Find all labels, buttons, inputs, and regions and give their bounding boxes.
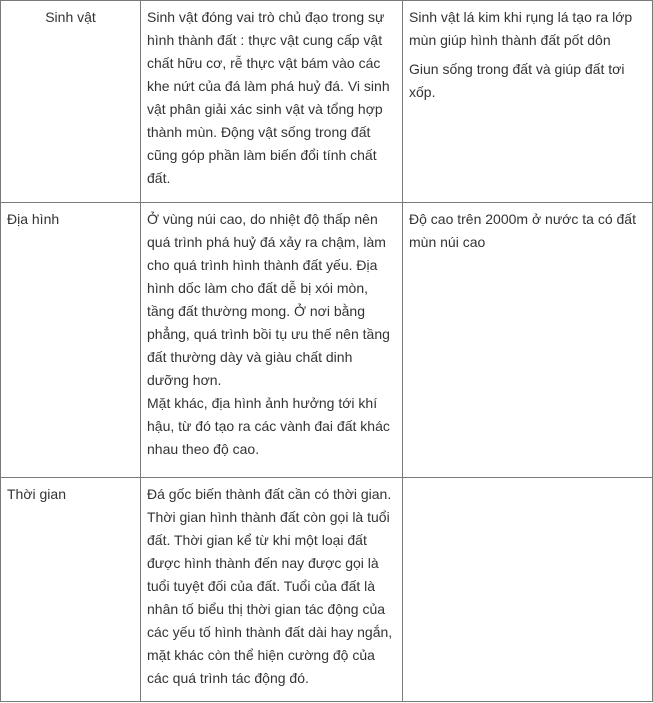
factor-example-cell	[403, 478, 653, 702]
role-paragraph: Sinh vật đóng vai trò chủ đạo trong sự hình thành đất : thực vật cung cấp vật chất hữu cơ, rễ thực vật bám vào các khe nứt của đá làm phá huỷ đá. Vi sinh vật phân giải xác sinh vật và tổng hợp thành mùn. Động vật sống trong đất cũng góp phần làm biến đổi tính chất đất.	[147, 9, 390, 186]
factor-example-cell	[403, 203, 653, 478]
factor-role-cell	[141, 203, 403, 478]
factor-name: Sinh vật	[45, 9, 96, 25]
role-paragraph: Đá gốc biến thành đất cần có thời gian. Thời gian hình thành đất còn gọi là tuổi đất. Thời gian kể từ khi một loại đất được hình thành đến nay được gọi là tuổi tuyệt đối của đất. Tuổi của đất là nhân tố biểu thị thời gian tác động của các yếu tố hình thành đất dài hay ngắn, mặt khác còn thể hiện cường độ của các quá trình tác động đó.	[147, 486, 393, 686]
table-row	[1, 1, 653, 203]
factor-name-cell	[1, 1, 141, 203]
factor-name: Địa hình	[7, 211, 60, 227]
factor-example-cell	[403, 1, 653, 203]
role-paragraph: Ở vùng núi cao, do nhiệt độ thấp nên quá trình phá huỷ đá xảy ra chậm, làm cho quá trình hình thành đất yếu. Địa hình dốc làm cho đất dễ bị xói mòn, tầng đất thường mong. Ở nơi bằng phẳng, quá trình bồi tụ ưu thế nên tầng đất thường dày và giàu chất dinh dưỡng hơn.	[147, 211, 390, 388]
factor-name-cell	[1, 203, 141, 478]
table-row	[1, 203, 653, 478]
table-row	[1, 478, 653, 702]
factor-name: Thời gian	[7, 486, 66, 502]
example-paragraph: Giun sống trong đất và giúp đất tơi xốp.	[409, 61, 625, 100]
factor-name-cell	[1, 478, 141, 702]
factor-role-cell	[141, 478, 403, 702]
example-paragraph: Sinh vật lá kim khi rụng lá tạo ra lớp mùn giúp hình thành đất pốt dôn	[409, 9, 633, 48]
factor-role-cell	[141, 1, 403, 203]
example-paragraph: Độ cao trên 2000m ở nước ta có đất mùn núi cao	[409, 211, 636, 250]
role-paragraph: Mặt khác, địa hình ảnh hưởng tới khí hậu, từ đó tạo ra các vành đai đất khác nhau theo độ cao.	[147, 395, 390, 457]
